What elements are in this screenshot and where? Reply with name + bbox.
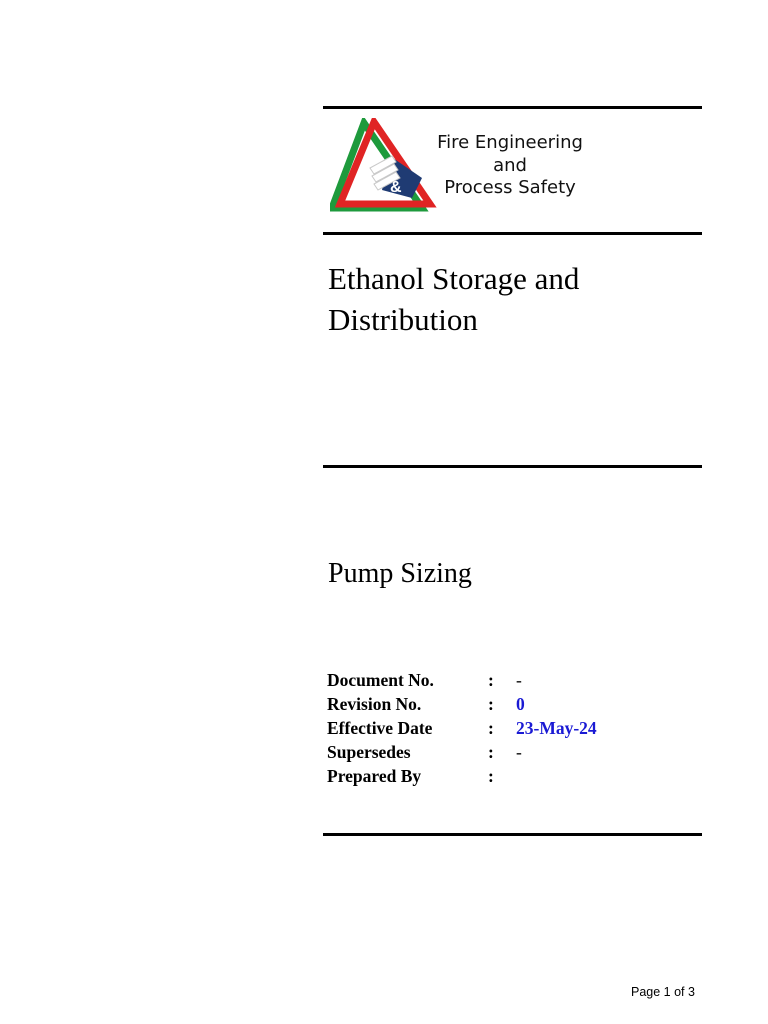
metadata-value: - (516, 742, 522, 762)
metadata-value: 23-May-24 (516, 718, 597, 738)
metadata-row-effective-date (327, 716, 687, 740)
company-logo (330, 118, 440, 213)
organization-name (432, 132, 588, 200)
metadata-row-revision-no (327, 692, 687, 716)
top-divider (323, 106, 702, 109)
organization-line: and (493, 154, 527, 176)
document-metadata (327, 668, 687, 788)
metadata-separator: : (488, 694, 494, 714)
bottom-divider (323, 833, 702, 836)
header-divider (323, 232, 702, 235)
metadata-label: Supersedes (327, 742, 411, 762)
metadata-separator: : (488, 670, 494, 690)
metadata-label: Document No. (327, 670, 434, 690)
title-line: Distribution (328, 302, 478, 337)
title-line: Ethanol Storage and (328, 261, 580, 296)
organization-line: Process Safety (444, 177, 576, 198)
metadata-separator: : (488, 766, 494, 786)
metadata-label: Revision No. (327, 694, 422, 714)
title-divider (323, 465, 702, 468)
page-number: Page 1 of 3 (631, 985, 695, 999)
metadata-label: Prepared By (327, 766, 422, 786)
organization-line: Fire Engineering (437, 132, 583, 153)
metadata-value: 0 (516, 694, 525, 714)
metadata-value: - (516, 670, 522, 690)
metadata-row-document-no (327, 668, 687, 692)
metadata-row-supersedes (327, 740, 687, 764)
metadata-row-prepared-by (327, 764, 687, 788)
metadata-separator: : (488, 742, 494, 762)
document-subtitle: Pump Sizing (328, 558, 472, 589)
logo-ampersand: & (390, 179, 402, 196)
metadata-label: Effective Date (327, 718, 433, 738)
document-title (328, 258, 708, 340)
metadata-separator: : (488, 718, 494, 738)
